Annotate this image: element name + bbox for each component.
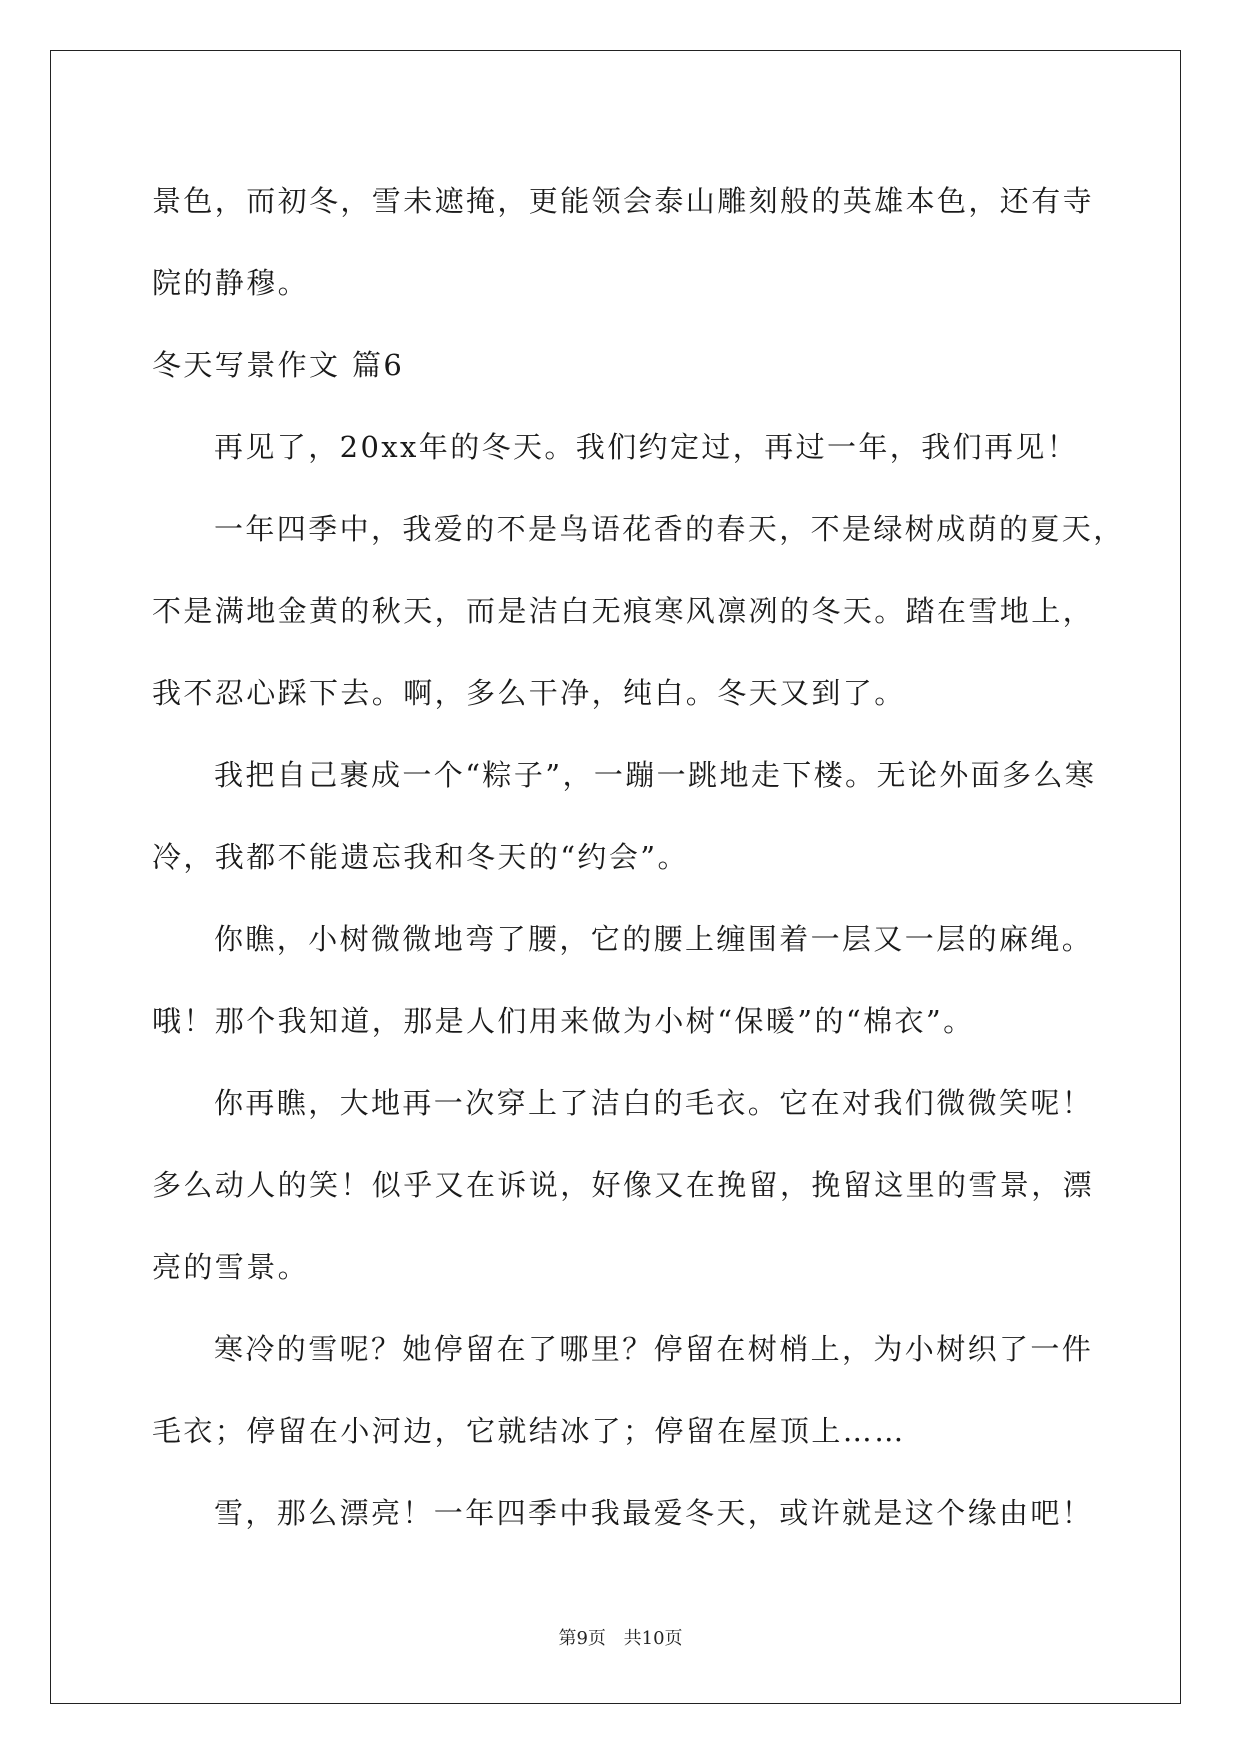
section-heading: 冬天写景作文 篇6 xyxy=(152,348,405,382)
page-number: 第9页 xyxy=(558,1628,606,1649)
page-total: 共10页 xyxy=(623,1628,683,1649)
text-line: 雪，那么漂亮！一年四季中我最爱冬天，或许就是这个缘由吧！ xyxy=(214,1496,1094,1530)
text-line: 你再瞧，大地再一次穿上了洁白的毛衣。它在对我们微微笑呢！ xyxy=(214,1086,1094,1120)
text-line: 多么动人的笑！似乎又在诉说，好像又在挽留，挽留这里的雪景，漂 xyxy=(152,1168,1095,1202)
text-line: 再见了，20xx年的冬天。我们约定过，再过一年，我们再见！ xyxy=(214,430,1079,464)
text-line: 冷，我都不能遗忘我和冬天的“约会”。 xyxy=(152,840,689,874)
text-line: 寒冷的雪呢？她停留在了哪里？停留在树梢上，为小树织了一件 xyxy=(214,1332,1094,1366)
text-line: 不是满地金黄的秋天，而是洁白无痕寒风凛冽的冬天。踏在雪地上， xyxy=(152,594,1095,628)
text-line: 景色，而初冬，雪未遮掩，更能领会泰山雕刻般的英雄本色，还有寺 xyxy=(152,184,1095,218)
text-line: 院的静穆。 xyxy=(152,266,310,300)
document-body xyxy=(152,160,1125,1554)
text-line: 一年四季中，我爱的不是鸟语花香的春天，不是绿树成荫的夏天， xyxy=(214,512,1125,546)
page-footer xyxy=(0,1624,1241,1650)
text-line: 毛衣；停留在小河边，它就结冰了；停留在屋顶上…… xyxy=(152,1414,906,1448)
text-line: 你瞧，小树微微地弯了腰，它的腰上缠围着一层又一层的麻绳。 xyxy=(214,922,1094,956)
text-line: 我不忍心踩下去。啊，多么干净，纯白。冬天又到了。 xyxy=(152,676,906,710)
text-line: 哦！那个我知道，那是人们用来做为小树“保暖”的“棉衣”。 xyxy=(152,1004,975,1038)
text-line: 亮的雪景。 xyxy=(152,1250,310,1284)
text-line: 我把自己裹成一个“粽子”，一蹦一跳地走下楼。无论外面多么寒 xyxy=(214,758,1097,792)
